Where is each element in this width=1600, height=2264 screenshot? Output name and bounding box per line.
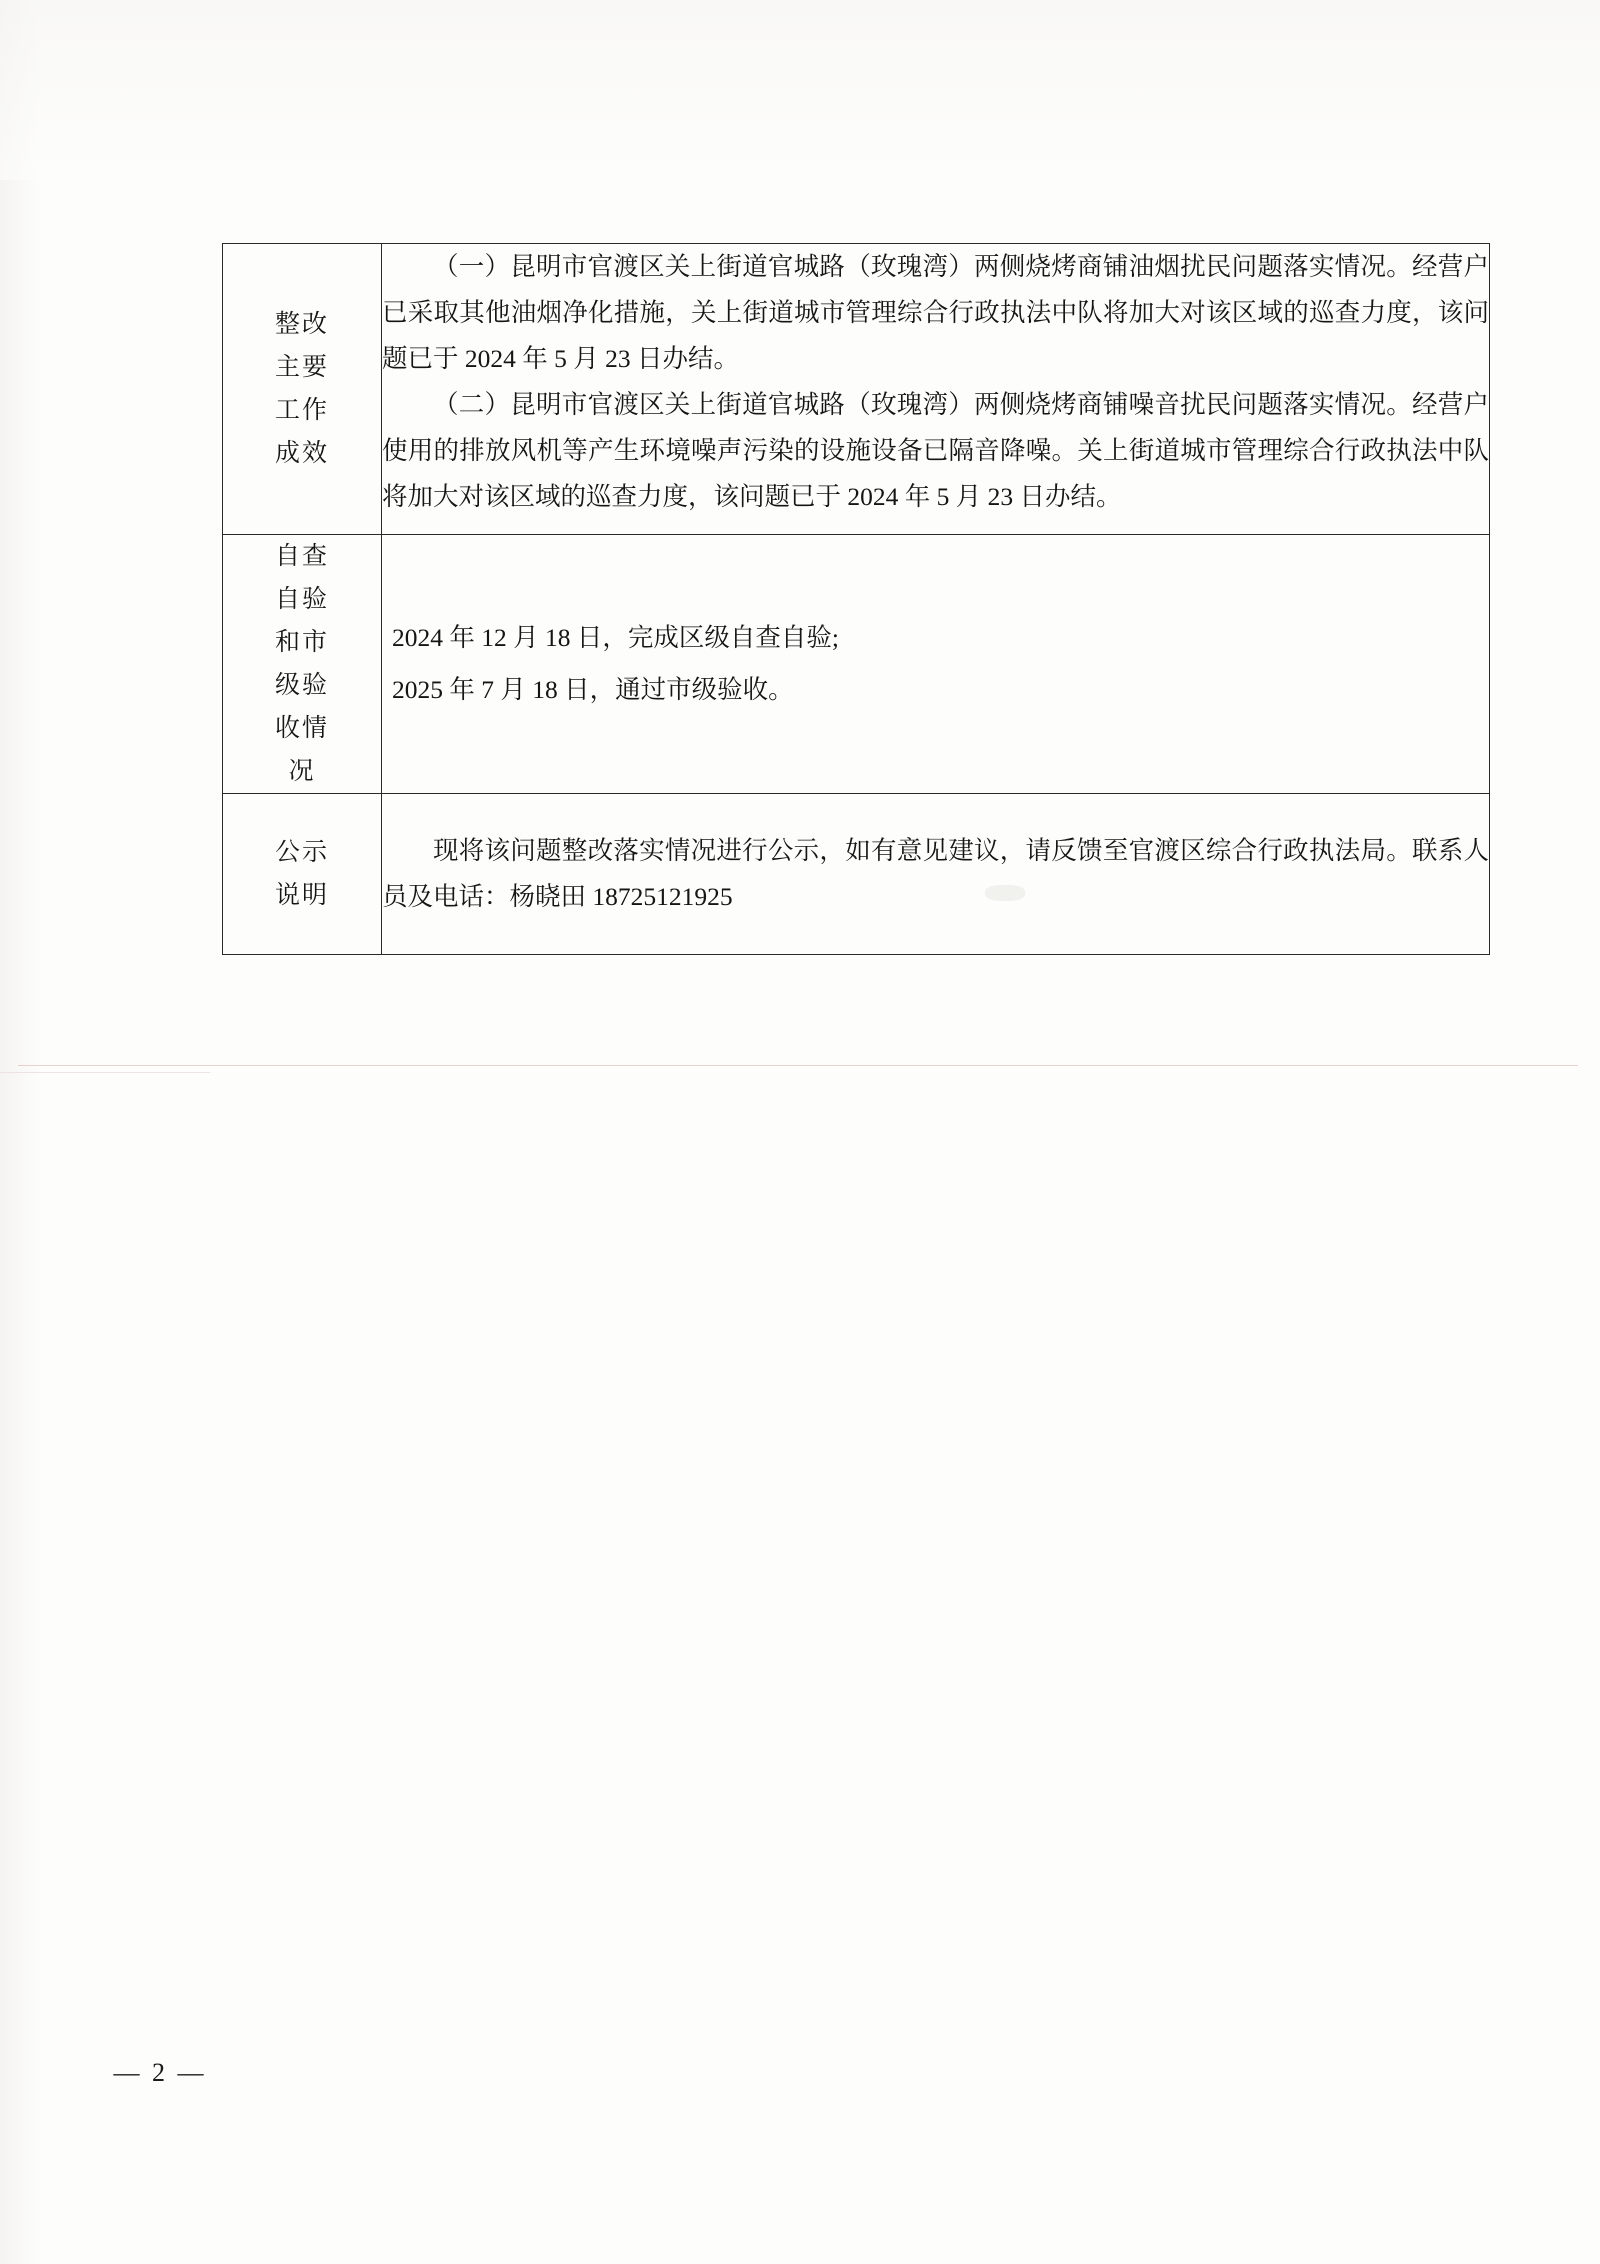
paragraph: 2024 年 12 月 18 日，完成区级自查自验; (392, 623, 839, 652)
paragraph: （一）昆明市官渡区关上街道官城路（玫瑰湾）两侧烧烤商铺油烟扰民问题落实情况。经营户已采取其他油烟净化措施，关上街道城市管理综合行政执法中队将加大对该区域的巡查力度，该问题已于 2024 年 5 月 23 日办结。 (382, 252, 1489, 373)
paragraph: （二）昆明市官渡区关上街道官城路（玫瑰湾）两侧烧烤商铺噪音扰民问题落实情况。经营户使用的排放风机等产生环境噪声污染的设施设备已隔音降噪。关上街道城市管理综合行政执法中队将加大对该区域的巡查力度，该问题已于 2024 年 5 月 23 日办结。 (382, 390, 1489, 511)
label-line: 工作 (274, 397, 329, 424)
row-label-public-notice (223, 794, 382, 955)
label-line: 说明 (274, 882, 329, 909)
scan-red-line-artifact (18, 1065, 1578, 1066)
label-line: 况 (288, 758, 316, 785)
scan-red-line-artifact-secondary (0, 1072, 210, 1073)
label-line: 整改 (274, 311, 329, 338)
label-line: 级验 (274, 672, 329, 699)
paragraph: 2025 年 7 月 18 日，通过市级验收。 (392, 675, 794, 704)
table-row (223, 244, 1490, 535)
scan-edge-artifact (0, 0, 40, 2264)
scan-top-artifact (0, 0, 1600, 180)
table-row (223, 535, 1490, 794)
label-line: 和市 (274, 629, 329, 656)
label-line: 公示 (274, 839, 329, 866)
rectification-table (222, 243, 1490, 955)
label-line: 主要 (274, 354, 329, 381)
row-label-self-inspection (223, 535, 382, 794)
label-line: 自查 (274, 543, 329, 570)
table-row (223, 794, 1490, 955)
row-content-rectification-effect (382, 244, 1490, 535)
label-line: 成效 (274, 440, 329, 467)
label-line: 收情 (274, 715, 329, 742)
paragraph: 现将该问题整改落实情况进行公示，如有意见建议，请反馈至官渡区综合行政执法局。联系人员及电话：杨晓田 18725121925 (382, 836, 1489, 911)
label-line: 自验 (274, 586, 329, 613)
row-label-rectification-effect (223, 244, 382, 535)
row-content-public-notice (382, 794, 1490, 955)
page-number: — 2 — (113, 2058, 207, 2087)
row-content-self-inspection (382, 535, 1490, 794)
